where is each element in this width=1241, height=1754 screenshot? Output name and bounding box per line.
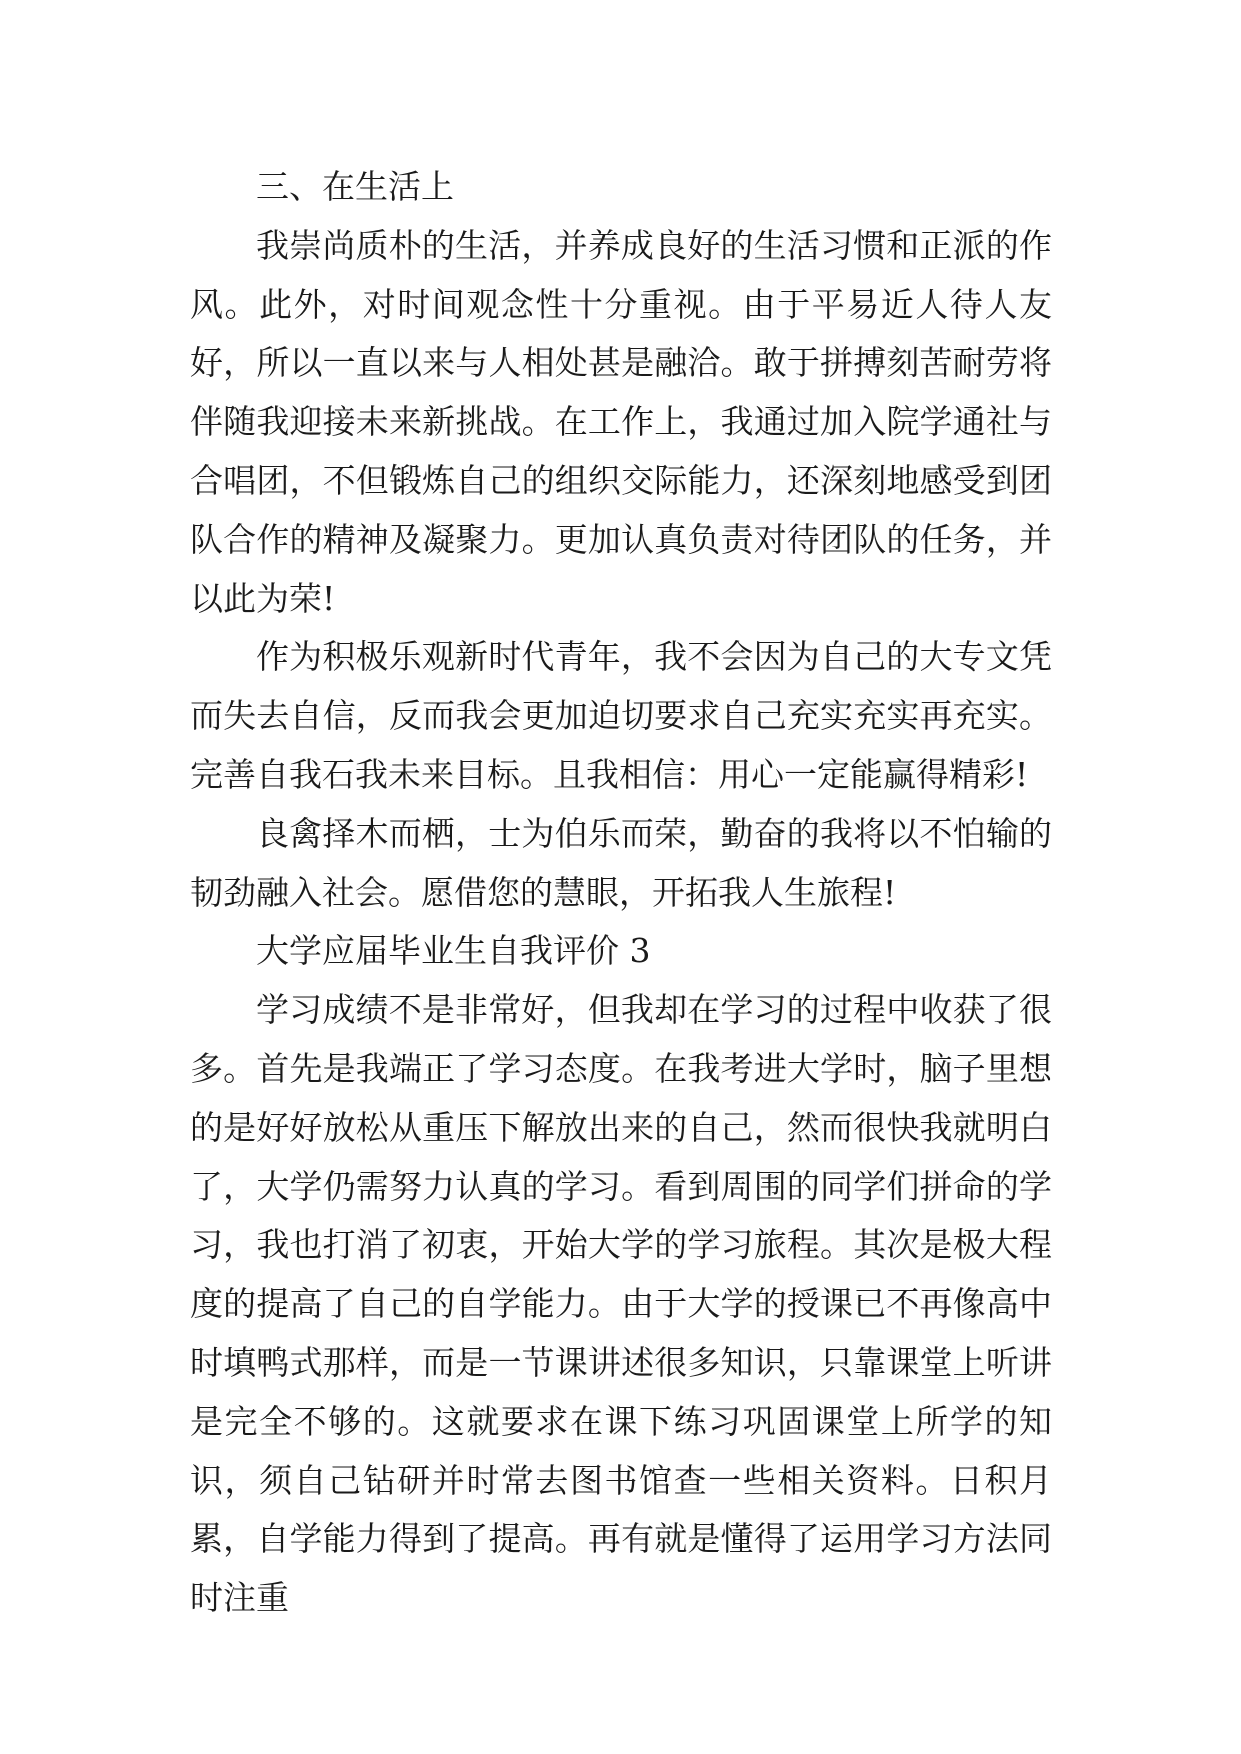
paragraph: 我崇尚质朴的生活，并养成良好的生活习惯和正派的作风。此外，对时间观念性十分重视。由于平易近人待人友好，所以一直以来与人相处甚是融洽。敢于拼搏刻苦耐劳将伴随我迎接未来新挑战。在工作上，我通过加入院学通社与合唱团，不但锻炼自己的组织交际能力，还深刻地感受到团队合作的精神及凝聚力。更加认真负责对待团队的任务，并以此为荣! bbox=[190, 225, 1052, 618]
paragraph: 良禽择木而栖，士为伯乐而荣，勤奋的我将以不怕输的韧劲融入社会。愿借您的慧眼，开拓我人生旅程! bbox=[190, 813, 1052, 912]
paragraph: 学习成绩不是非常好，但我却在学习的过程中收获了很多。首先是我端正了学习态度。在我考进大学时，脑子里想的是好好放松从重压下解放出来的自己，然而很快我就明白了，大学仍需努力认真的学习。看到周围的同学们拼命的学习，我也打消了初衷，开始大学的学习旅程。其次是极大程度的提高了自己的自学能力。由于大学的授课已不再像高中时填鸭式那样，而是一节课讲述很多知识，只靠课堂上听讲是完全不够的。这就要求在课下练习巩固课堂上所学的知识，须自己钻研并时常去图书馆查一些相关资料。日积月累，自学能力得到了提高。再有就是懂得了运用学习方法同时注重 bbox=[190, 990, 1052, 1618]
section-heading: 三、在生活上 bbox=[256, 167, 454, 206]
paragraph: 作为积极乐观新时代青年，我不会因为自己的大专文凭而失去自信，反而我会更加迫切要求自己充实充实再充实。完善自我石我未来目标。且我相信：用心一定能赢得精彩! bbox=[190, 637, 1052, 794]
document-body bbox=[190, 158, 1052, 1628]
essay-title: 大学应届毕业生自我评价 3 bbox=[256, 931, 651, 971]
